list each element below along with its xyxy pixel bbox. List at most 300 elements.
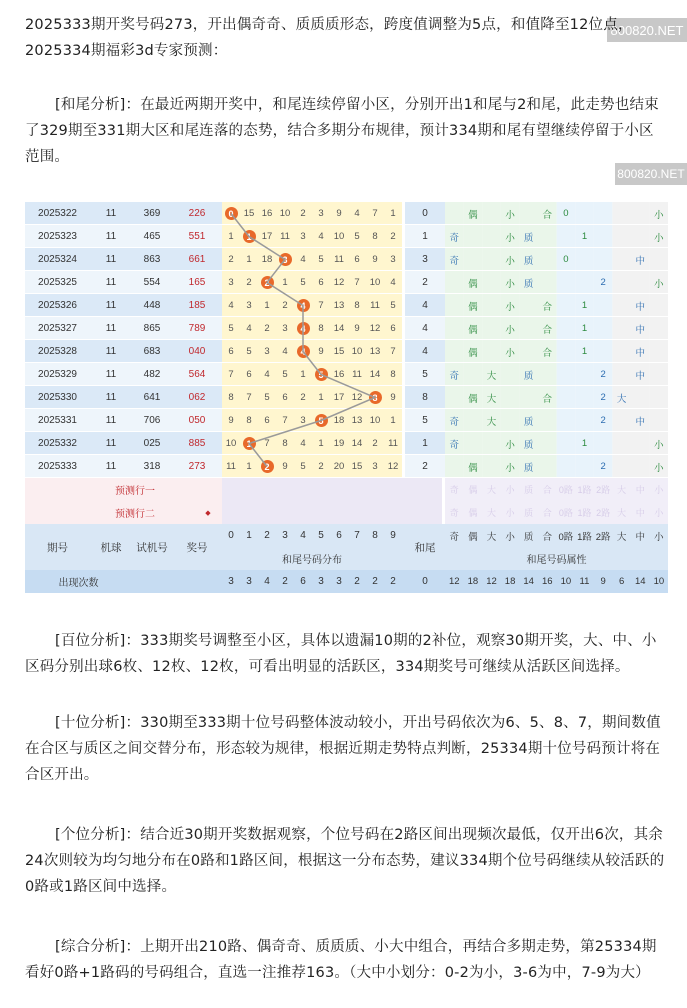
header-attr: 大 xyxy=(486,531,497,543)
attr-cell: 质 xyxy=(523,278,534,290)
header-digit: 8 xyxy=(372,530,378,541)
prize-number-cell: 551 xyxy=(188,231,206,242)
digit-miss-cell: 3 xyxy=(246,300,252,311)
prediction-row-label: 预测行二 xyxy=(115,509,155,520)
attr-cell: 大 xyxy=(616,393,627,405)
digit-miss-cell: 3 xyxy=(228,277,234,288)
issue-cell: 2025322 xyxy=(38,208,77,219)
tail-cell: 8 xyxy=(422,392,428,403)
digit-count: 3 xyxy=(336,576,342,587)
attr-cell xyxy=(445,317,464,340)
tail-cell: 3 xyxy=(422,254,428,265)
prize-number-cell: 789 xyxy=(188,323,206,334)
digit-miss-cell: 10 xyxy=(351,346,363,357)
digit-miss-cell: 15 xyxy=(243,208,255,219)
attr-cell: 2 xyxy=(600,369,606,380)
attr-cell: 小 xyxy=(505,255,515,267)
digit-miss-cell: 3 xyxy=(372,461,378,472)
attr-cell xyxy=(445,386,464,409)
digit-miss-cell: 10 xyxy=(369,415,381,426)
hit-ball: 1 xyxy=(243,230,256,243)
attr-cell: 0 xyxy=(563,208,569,219)
attr-cell: 中 xyxy=(635,324,646,336)
digit-miss-cell: 8 xyxy=(228,392,234,403)
digit-miss-cell: 1 xyxy=(300,369,306,380)
site-watermark: 800820.NET xyxy=(607,18,687,42)
digit-miss-cell: 15 xyxy=(333,346,345,357)
hit-ball: 4 xyxy=(297,299,310,312)
digit-miss-cell: 11 xyxy=(370,300,380,311)
prediction-attr-hint: 小 xyxy=(505,485,515,495)
tail-cell: 5 xyxy=(422,369,428,380)
header-attr-group: 和尾号码属性 xyxy=(526,555,587,566)
digit-miss-cell: 6 xyxy=(228,346,234,357)
attr-cell: 小 xyxy=(505,278,515,290)
site-watermark-2: 800820.NET xyxy=(615,163,687,185)
hit-ball: 0 xyxy=(225,207,238,220)
digit-count: 4 xyxy=(264,576,270,587)
prediction-attr-hint: 偶 xyxy=(468,485,478,495)
tail-cell: 4 xyxy=(422,300,428,311)
attr-cell xyxy=(482,225,501,248)
digit-miss-cell: 1 xyxy=(318,392,324,403)
attr-cell: 2 xyxy=(600,415,606,426)
header-digit-group: 和尾号码分布 xyxy=(282,555,342,566)
tail-count: 0 xyxy=(422,576,428,587)
intro-line2: 2025334期福彩3d专家预测： xyxy=(25,43,228,59)
prediction-attr-hint: 奇 xyxy=(449,485,459,495)
digit-miss-cell: 11 xyxy=(226,461,236,472)
attr-cell xyxy=(482,432,501,455)
attr-cell xyxy=(650,248,669,271)
counts-label: 出现次数 xyxy=(58,578,99,589)
digit-miss-cell: 8 xyxy=(318,323,324,334)
attr-cell: 小 xyxy=(654,209,664,221)
ball-cell: 11 xyxy=(105,300,117,311)
attr-cell: 大 xyxy=(486,416,497,428)
digit-miss-cell: 3 xyxy=(300,231,306,242)
attr-cell: 质 xyxy=(523,416,534,428)
attr-cell xyxy=(538,271,557,294)
header-attr: 大 xyxy=(616,531,627,543)
attr-cell xyxy=(482,317,501,340)
digit-count: 3 xyxy=(228,576,234,587)
attr-cell xyxy=(650,294,669,317)
attr-cell: 1 xyxy=(581,346,588,357)
digit-miss-cell: 9 xyxy=(336,208,342,219)
header-test: 试机号 xyxy=(136,541,168,554)
attr-cell: 大 xyxy=(486,393,497,405)
attr-cell xyxy=(631,271,650,294)
gewei-analysis: [个位分析]：结合近30期开奖数据观察，个位号码在2路区间出现频次最低，仅开出6次，其余24次则较为均匀地分布在0路和1路区间，根据这一分布态势，建议334期个位号码继续从较活跃的0路或1路区间中选择。 xyxy=(25,827,665,895)
attr-cell xyxy=(594,248,613,271)
attr-cell xyxy=(445,202,464,225)
test-number-cell: 369 xyxy=(143,208,161,219)
attr-cell: 合 xyxy=(542,324,553,336)
issue-cell: 2025327 xyxy=(38,323,77,334)
test-number-cell: 863 xyxy=(143,254,161,265)
attr-cell: 质 xyxy=(523,232,534,244)
digit-miss-cell: 10 xyxy=(369,277,381,288)
header-digit: 6 xyxy=(336,530,342,541)
attr-cell: 中 xyxy=(635,255,646,267)
attr-count: 16 xyxy=(542,576,553,587)
digit-miss-cell: 10 xyxy=(333,231,345,242)
prediction-attr-hint: 小 xyxy=(505,508,515,518)
attr-cell: 偶 xyxy=(468,347,478,359)
header-attr: 合 xyxy=(542,531,553,543)
prediction-attr-hint: 奇 xyxy=(449,508,459,518)
attr-cell xyxy=(612,317,631,340)
digit-miss-cell: 6 xyxy=(354,254,360,265)
tail-cell: 1 xyxy=(422,438,428,449)
digit-miss-cell: 11 xyxy=(280,231,290,242)
digit-miss-cell: 7 xyxy=(354,277,360,288)
attr-cell xyxy=(445,340,464,363)
ball-cell: 11 xyxy=(105,231,117,242)
digit-miss-cell: 8 xyxy=(246,415,252,426)
attr-cell: 偶 xyxy=(468,301,478,313)
tail-cell: 2 xyxy=(422,461,428,472)
tail-cell: 2 xyxy=(422,277,428,288)
header-issue: 期号 xyxy=(47,541,68,554)
attr-count: 14 xyxy=(523,576,534,587)
attr-count: 10 xyxy=(653,576,665,587)
attr-cell xyxy=(557,225,576,248)
digit-miss-cell: 1 xyxy=(264,300,270,311)
issue-cell: 2025329 xyxy=(38,369,77,380)
attr-cell: 大 xyxy=(486,370,497,382)
issue-cell: 2025328 xyxy=(38,346,77,357)
digit-count: 3 xyxy=(318,576,324,587)
attr-cell: 中 xyxy=(635,416,646,428)
test-number-cell: 706 xyxy=(143,415,161,426)
digit-miss-cell: 17 xyxy=(333,392,345,403)
attr-cell xyxy=(538,225,557,248)
attr-cell xyxy=(482,340,501,363)
digit-miss-cell: 1 xyxy=(246,254,252,265)
attr-cell: 合 xyxy=(542,347,553,359)
attr-cell xyxy=(464,225,483,248)
digit-miss-cell: 11 xyxy=(388,438,398,449)
digit-miss-cell: 7 xyxy=(318,300,324,311)
attr-cell: 偶 xyxy=(468,324,478,336)
ball-cell: 11 xyxy=(105,438,117,449)
prediction-attr-hint: 1路 xyxy=(577,508,592,518)
attr-cell xyxy=(519,317,538,340)
attr-cell xyxy=(557,271,576,294)
attr-cell: 1 xyxy=(581,231,588,242)
ball-cell: 11 xyxy=(105,369,117,380)
attr-cell xyxy=(557,294,576,317)
header-digit: 7 xyxy=(354,530,360,541)
prediction-marker: ◆ xyxy=(205,509,211,517)
digit-miss-cell: 18 xyxy=(333,415,345,426)
attr-cell: 偶 xyxy=(468,209,478,221)
ball-cell: 11 xyxy=(105,415,117,426)
attr-count: 9 xyxy=(600,576,606,587)
attr-cell xyxy=(445,455,464,478)
attr-cell xyxy=(594,432,613,455)
ball-cell: 11 xyxy=(105,392,117,403)
prediction-digit-bg xyxy=(222,478,442,524)
attr-cell xyxy=(538,363,557,386)
digit-miss-cell: 9 xyxy=(372,254,378,265)
attr-cell xyxy=(575,202,594,225)
shiwei-analysis: [十位分析]：330期至333期十位号码整体波动较小，开出号码依次为6、5、8、7，期间数值在合区与质区之间交替分布，形态较为规律，根据近期走势特点判断，25334期十位号码预计将在合区开出。 xyxy=(25,715,661,783)
digit-miss-cell: 3 xyxy=(300,415,306,426)
attr-cell: 中 xyxy=(635,370,646,382)
attr-cell: 合 xyxy=(542,393,553,405)
attr-cell xyxy=(445,294,464,317)
attr-cell xyxy=(445,271,464,294)
prediction-attr-hint: 小 xyxy=(654,508,664,518)
digit-miss-cell: 7 xyxy=(228,369,234,380)
digit-miss-cell: 14 xyxy=(351,438,363,449)
digit-miss-cell: 15 xyxy=(351,461,363,472)
digit-miss-cell: 5 xyxy=(300,277,306,288)
prize-number-cell: 226 xyxy=(188,208,206,219)
digit-miss-cell: 4 xyxy=(300,438,306,449)
digit-count: 6 xyxy=(300,576,306,587)
attr-cell xyxy=(631,386,650,409)
digit-miss-cell: 9 xyxy=(228,415,234,426)
hit-ball: 1 xyxy=(243,437,256,450)
digit-hit-cell xyxy=(258,271,276,294)
hit-ball: 2 xyxy=(261,276,274,289)
attr-cell xyxy=(482,248,501,271)
header-digit: 2 xyxy=(264,530,270,541)
attr-cell: 小 xyxy=(505,347,515,359)
attr-cell xyxy=(482,271,501,294)
digit-miss-cell: 7 xyxy=(390,346,396,357)
prediction-attr-hint: 0路 xyxy=(558,485,573,495)
header-attr: 中 xyxy=(635,531,646,543)
digit-miss-cell: 12 xyxy=(333,277,345,288)
header-attr: 偶 xyxy=(468,531,478,543)
digit-miss-cell: 4 xyxy=(390,277,396,288)
issue-cell: 2025330 xyxy=(38,392,77,403)
digit-miss-cell: 1 xyxy=(390,415,396,426)
test-number-cell: 865 xyxy=(143,323,161,334)
attr-cell xyxy=(612,202,631,225)
hit-ball: 2 xyxy=(261,460,274,473)
digit-miss-cell: 16 xyxy=(261,208,273,219)
digit-hit-cell xyxy=(294,317,312,340)
attr-cell xyxy=(482,202,501,225)
digit-miss-cell: 4 xyxy=(318,231,324,242)
digit-hit-cell xyxy=(366,386,384,409)
digit-miss-cell: 5 xyxy=(354,231,360,242)
digit-miss-cell: 8 xyxy=(390,369,396,380)
digit-hit-cell xyxy=(312,409,330,432)
header-attr: 0路 xyxy=(558,531,574,543)
header-digit: 1 xyxy=(246,530,252,541)
prize-number-cell: 661 xyxy=(188,254,206,265)
tail-cell: 4 xyxy=(422,346,428,357)
attr-cell xyxy=(594,202,613,225)
attr-cell: 中 xyxy=(635,301,646,313)
digit-miss-cell: 13 xyxy=(333,300,345,311)
digit-miss-cell: 5 xyxy=(300,461,306,472)
attr-cell xyxy=(575,248,594,271)
attr-cell xyxy=(575,409,594,432)
attr-cell xyxy=(650,340,669,363)
hit-ball: 5 xyxy=(315,368,328,381)
attr-cell xyxy=(612,294,631,317)
test-number-cell: 318 xyxy=(143,461,161,472)
attr-cell xyxy=(575,363,594,386)
issue-cell: 2025333 xyxy=(38,461,77,472)
digit-miss-cell: 8 xyxy=(354,300,360,311)
digit-miss-cell: 4 xyxy=(228,300,234,311)
attr-cell xyxy=(612,340,631,363)
digit-miss-cell: 2 xyxy=(264,323,270,334)
prediction-attr-hint: 大 xyxy=(617,485,627,495)
digit-miss-cell: 1 xyxy=(282,277,288,288)
digit-miss-cell: 8 xyxy=(282,438,288,449)
attr-cell: 奇 xyxy=(449,232,460,244)
hit-ball: 5 xyxy=(315,414,328,427)
prediction-attr-hint: 大 xyxy=(486,508,496,518)
digit-count: 3 xyxy=(246,576,252,587)
prediction-row-label: 预测行一 xyxy=(115,486,155,497)
ball-cell: 11 xyxy=(105,323,117,334)
ball-cell: 11 xyxy=(105,461,117,472)
attr-cell: 奇 xyxy=(449,439,460,451)
prize-number-cell: 050 xyxy=(188,415,206,426)
digit-miss-cell: 5 xyxy=(318,254,324,265)
attr-cell xyxy=(650,409,669,432)
test-number-cell: 554 xyxy=(143,277,161,288)
attr-cell xyxy=(464,432,483,455)
header-prize: 奖号 xyxy=(186,541,208,554)
attr-cell xyxy=(650,386,669,409)
attr-count: 14 xyxy=(635,576,646,587)
attr-cell: 偶 xyxy=(468,278,478,290)
prize-number-cell: 165 xyxy=(188,277,206,288)
digit-miss-cell: 1 xyxy=(228,231,234,242)
attr-cell: 偶 xyxy=(468,462,478,474)
tail-cell: 5 xyxy=(422,415,428,426)
digit-miss-cell: 9 xyxy=(282,461,288,472)
ball-cell: 11 xyxy=(105,277,117,288)
digit-miss-cell: 11 xyxy=(334,254,344,265)
digit-miss-cell: 16 xyxy=(333,369,345,380)
digit-hit-cell xyxy=(294,294,312,317)
digit-miss-cell: 9 xyxy=(318,346,324,357)
digit-count: 2 xyxy=(372,576,378,587)
attr-cell xyxy=(557,340,576,363)
attr-cell: 小 xyxy=(654,232,664,244)
prediction-attr-hint: 1路 xyxy=(577,485,592,495)
attr-cell xyxy=(612,363,631,386)
digit-hit-cell xyxy=(276,248,294,271)
attr-cell: 小 xyxy=(654,278,664,290)
tail-cell: 4 xyxy=(422,323,428,334)
hewei-analysis: [和尾分析]：在最近两期开奖中，和尾连续停留小区，分别开出1和尾与2和尾，此走势也结束了329期至331期大区和尾连落的态势，结合多期分布规律，预计334期和尾有望继续停留于小区范围。 xyxy=(25,97,659,165)
attr-cell xyxy=(519,340,538,363)
hit-ball: 8 xyxy=(369,391,382,404)
digit-miss-cell: 1 xyxy=(390,208,396,219)
digit-miss-cell: 2 xyxy=(390,231,396,242)
digit-miss-cell: 13 xyxy=(351,415,363,426)
hit-ball: 3 xyxy=(279,253,292,266)
attr-cell xyxy=(538,409,557,432)
trend-chart xyxy=(25,202,668,604)
attr-cell: 奇 xyxy=(449,370,460,382)
attr-cell xyxy=(464,409,483,432)
digit-miss-cell: 5 xyxy=(390,300,396,311)
prediction-attr-hint: 中 xyxy=(635,485,645,495)
digit-count: 2 xyxy=(390,576,396,587)
test-number-cell: 465 xyxy=(143,231,161,242)
attr-cell: 1 xyxy=(581,300,588,311)
issue-cell: 2025332 xyxy=(38,438,77,449)
prediction-attr-hint: 小 xyxy=(654,485,664,495)
attr-cell xyxy=(612,271,631,294)
digit-miss-cell: 3 xyxy=(282,323,288,334)
prize-number-cell: 564 xyxy=(188,369,206,380)
digit-miss-cell: 17 xyxy=(261,231,273,242)
attr-cell: 质 xyxy=(523,462,534,474)
digit-miss-cell: 2 xyxy=(318,461,324,472)
header-attr: 小 xyxy=(654,531,664,543)
digit-miss-cell: 4 xyxy=(300,254,306,265)
attr-cell xyxy=(594,294,613,317)
attr-cell xyxy=(575,386,594,409)
attr-cell: 小 xyxy=(654,439,664,451)
digit-hit-cell xyxy=(258,455,276,478)
hit-ball: 4 xyxy=(297,345,310,358)
attr-cell xyxy=(631,225,650,248)
digit-count: 2 xyxy=(354,576,360,587)
header-digit: 0 xyxy=(228,530,234,541)
attr-cell: 小 xyxy=(505,301,515,313)
tail-cell: 0 xyxy=(422,208,428,219)
digit-miss-cell: 3 xyxy=(264,346,270,357)
digit-miss-cell: 20 xyxy=(333,461,345,472)
header-attr: 2路 xyxy=(595,531,611,543)
prediction-attr-hint: 2路 xyxy=(596,485,611,495)
prediction-attr-hint: 2路 xyxy=(596,508,611,518)
attr-cell: 奇 xyxy=(449,255,460,267)
digit-miss-cell: 6 xyxy=(390,323,396,334)
attr-count: 6 xyxy=(619,576,625,587)
attr-cell xyxy=(482,294,501,317)
attr-cell xyxy=(575,455,594,478)
digit-miss-cell: 7 xyxy=(246,392,252,403)
attr-cell xyxy=(631,202,650,225)
header-attr: 奇 xyxy=(449,531,460,543)
ball-cell: 11 xyxy=(105,208,117,219)
attr-cell: 2 xyxy=(600,277,606,288)
attr-cell: 2 xyxy=(600,392,606,403)
attr-count: 10 xyxy=(560,576,572,587)
attr-cell xyxy=(557,432,576,455)
attr-cell xyxy=(631,455,650,478)
attr-cell xyxy=(612,432,631,455)
attr-cell: 小 xyxy=(505,324,515,336)
prize-number-cell: 185 xyxy=(188,300,206,311)
digit-miss-cell: 6 xyxy=(282,392,288,403)
attr-cell xyxy=(594,340,613,363)
attr-cell: 质 xyxy=(523,255,534,267)
attr-cell xyxy=(594,225,613,248)
issue-cell: 2025323 xyxy=(38,231,77,242)
attr-count: 18 xyxy=(504,576,516,587)
attr-cell: 偶 xyxy=(468,393,478,405)
